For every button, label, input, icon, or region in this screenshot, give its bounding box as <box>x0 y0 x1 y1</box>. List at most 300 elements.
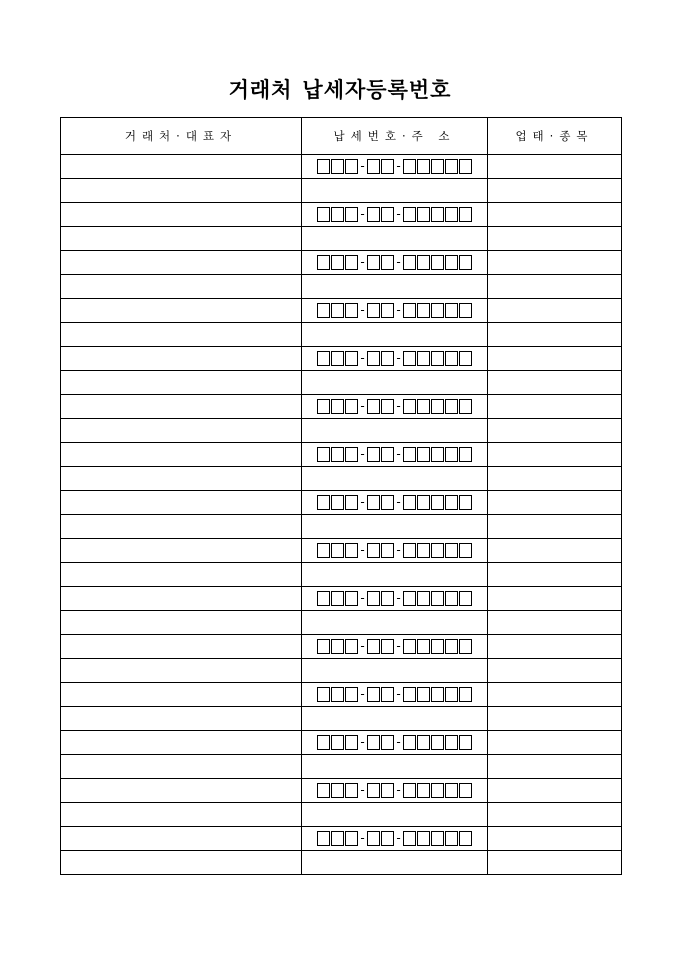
bizno-boxes <box>302 540 487 562</box>
digit-box[interactable] <box>381 399 394 414</box>
digit-box[interactable] <box>417 399 430 414</box>
digit-box[interactable] <box>331 399 344 414</box>
digit-box[interactable] <box>317 399 330 414</box>
digit-box[interactable] <box>381 735 394 750</box>
bizno-separator: - <box>360 543 365 557</box>
digit-box[interactable] <box>317 495 330 510</box>
digit-box[interactable] <box>445 447 458 462</box>
business-type-cell[interactable] <box>488 443 622 467</box>
client-name-cell[interactable] <box>61 155 302 179</box>
bizno-separator: - <box>396 543 401 557</box>
digit-box[interactable] <box>345 543 358 558</box>
bizno-boxes <box>302 348 487 370</box>
business-type-cell[interactable] <box>488 635 622 659</box>
bizno-separator: - <box>396 735 401 749</box>
digit-box[interactable] <box>345 303 358 318</box>
digit-box[interactable] <box>381 831 394 846</box>
representative-cell[interactable] <box>61 227 302 251</box>
business-type-cell[interactable] <box>488 683 622 707</box>
business-item-cell[interactable] <box>488 611 622 635</box>
bizno-cell[interactable] <box>302 779 488 803</box>
address-cell[interactable] <box>302 419 488 443</box>
digit-box[interactable] <box>431 783 444 798</box>
bizno-cell[interactable] <box>302 443 488 467</box>
digit-box[interactable] <box>331 591 344 606</box>
bizno-cell[interactable] <box>302 203 488 227</box>
digit-box[interactable] <box>459 783 472 798</box>
digit-box[interactable] <box>445 351 458 366</box>
digit-box[interactable] <box>345 159 358 174</box>
digit-box[interactable] <box>367 735 380 750</box>
digit-box[interactable] <box>381 255 394 270</box>
business-item-cell[interactable] <box>488 515 622 539</box>
entry-row-address <box>61 323 622 347</box>
bizno-separator: - <box>360 303 365 317</box>
entry-row-bizno <box>61 251 622 275</box>
business-item-cell[interactable] <box>488 275 622 299</box>
digit-box[interactable] <box>459 159 472 174</box>
digit-box[interactable] <box>417 351 430 366</box>
representative-cell[interactable] <box>61 611 302 635</box>
digit-box[interactable] <box>317 303 330 318</box>
digit-box[interactable] <box>367 783 380 798</box>
digit-box[interactable] <box>317 639 330 654</box>
digit-box[interactable] <box>345 783 358 798</box>
entry-row-bizno <box>61 155 622 179</box>
business-item-cell[interactable] <box>488 179 622 203</box>
bizno-separator: - <box>360 783 365 797</box>
business-item-cell[interactable] <box>488 419 622 443</box>
bizno-separator: - <box>396 831 401 845</box>
bizno-separator: - <box>360 639 365 653</box>
address-cell[interactable] <box>302 515 488 539</box>
address-cell[interactable] <box>302 275 488 299</box>
digit-box[interactable] <box>431 591 444 606</box>
digit-box[interactable] <box>317 687 330 702</box>
entry-row-address <box>61 611 622 635</box>
bizno-boxes <box>302 396 487 418</box>
digit-box[interactable] <box>445 735 458 750</box>
client-name-cell[interactable] <box>61 587 302 611</box>
digit-box[interactable] <box>459 207 472 222</box>
entry-row-address <box>61 227 622 251</box>
business-type-cell[interactable] <box>488 203 622 227</box>
entry-row-address <box>61 563 622 587</box>
business-type-cell[interactable] <box>488 731 622 755</box>
digit-box[interactable] <box>431 351 444 366</box>
client-name-cell[interactable] <box>61 395 302 419</box>
address-cell[interactable] <box>302 179 488 203</box>
entry-row-bizno <box>61 347 622 371</box>
digit-box[interactable] <box>345 447 358 462</box>
entry-row-address <box>61 467 622 491</box>
digit-box[interactable] <box>317 351 330 366</box>
digit-box[interactable] <box>367 591 380 606</box>
representative-cell[interactable] <box>61 851 302 875</box>
address-cell[interactable] <box>302 467 488 491</box>
digit-box[interactable] <box>417 543 430 558</box>
client-name-cell[interactable] <box>61 299 302 323</box>
digit-box[interactable] <box>381 591 394 606</box>
business-item-cell[interactable] <box>488 563 622 587</box>
digit-box[interactable] <box>431 255 444 270</box>
bizno-separator: - <box>396 495 401 509</box>
bizno-separator: - <box>396 399 401 413</box>
representative-cell[interactable] <box>61 467 302 491</box>
bizno-boxes <box>302 492 487 514</box>
digit-box[interactable] <box>459 831 472 846</box>
business-item-cell[interactable] <box>488 323 622 347</box>
entry-row-bizno <box>61 203 622 227</box>
digit-box[interactable] <box>459 255 472 270</box>
digit-box[interactable] <box>317 591 330 606</box>
client-name-cell[interactable] <box>61 827 302 851</box>
bizno-separator: - <box>360 255 365 269</box>
digit-box[interactable] <box>345 831 358 846</box>
digit-box[interactable] <box>459 543 472 558</box>
address-cell[interactable] <box>302 611 488 635</box>
header-taxno-address: 납세번호·주 소 <box>302 118 488 155</box>
entry-row-bizno <box>61 779 622 803</box>
digit-box[interactable] <box>331 735 344 750</box>
digit-box[interactable] <box>417 495 430 510</box>
digit-box[interactable] <box>331 159 344 174</box>
bizno-separator: - <box>360 831 365 845</box>
digit-box[interactable] <box>367 399 380 414</box>
digit-box[interactable] <box>345 687 358 702</box>
digit-box[interactable] <box>459 495 472 510</box>
business-type-cell[interactable] <box>488 587 622 611</box>
digit-box[interactable] <box>331 687 344 702</box>
bizno-separator: - <box>396 687 401 701</box>
digit-box[interactable] <box>381 639 394 654</box>
digit-box[interactable] <box>331 255 344 270</box>
digit-box[interactable] <box>381 783 394 798</box>
client-name-cell[interactable] <box>61 683 302 707</box>
bizno-separator: - <box>396 159 401 173</box>
digit-box[interactable] <box>381 687 394 702</box>
address-cell[interactable] <box>302 803 488 827</box>
digit-box[interactable] <box>417 687 430 702</box>
business-type-cell[interactable] <box>488 491 622 515</box>
entry-row-bizno <box>61 395 622 419</box>
digit-box[interactable] <box>417 639 430 654</box>
representative-cell[interactable] <box>61 659 302 683</box>
entry-row-bizno <box>61 683 622 707</box>
client-name-cell[interactable] <box>61 347 302 371</box>
digit-box[interactable] <box>431 831 444 846</box>
digit-box[interactable] <box>345 255 358 270</box>
digit-box[interactable] <box>445 639 458 654</box>
digit-box[interactable] <box>417 159 430 174</box>
entry-row-address <box>61 707 622 731</box>
digit-box[interactable] <box>445 255 458 270</box>
digit-box[interactable] <box>403 447 416 462</box>
digit-box[interactable] <box>403 639 416 654</box>
address-cell[interactable] <box>302 563 488 587</box>
digit-box[interactable] <box>431 735 444 750</box>
digit-box[interactable] <box>403 303 416 318</box>
digit-box[interactable] <box>367 303 380 318</box>
digit-box[interactable] <box>331 639 344 654</box>
bizno-cell[interactable] <box>302 635 488 659</box>
client-name-cell[interactable] <box>61 779 302 803</box>
business-item-cell[interactable] <box>488 659 622 683</box>
digit-box[interactable] <box>345 207 358 222</box>
digit-box[interactable] <box>367 255 380 270</box>
digit-box[interactable] <box>317 255 330 270</box>
business-item-cell[interactable] <box>488 755 622 779</box>
digit-box[interactable] <box>345 735 358 750</box>
business-type-cell[interactable] <box>488 779 622 803</box>
bizno-cell[interactable] <box>302 827 488 851</box>
business-item-cell[interactable] <box>488 467 622 491</box>
representative-cell[interactable] <box>61 707 302 731</box>
address-cell[interactable] <box>302 323 488 347</box>
bizno-cell[interactable] <box>302 395 488 419</box>
digit-box[interactable] <box>445 543 458 558</box>
representative-cell[interactable] <box>61 371 302 395</box>
representative-cell[interactable] <box>61 755 302 779</box>
digit-box[interactable] <box>345 591 358 606</box>
digit-box[interactable] <box>431 159 444 174</box>
digit-box[interactable] <box>445 159 458 174</box>
bizno-separator: - <box>396 255 401 269</box>
digit-box[interactable] <box>417 783 430 798</box>
digit-box[interactable] <box>459 639 472 654</box>
address-cell[interactable] <box>302 659 488 683</box>
digit-box[interactable] <box>403 495 416 510</box>
digit-box[interactable] <box>403 543 416 558</box>
representative-cell[interactable] <box>61 515 302 539</box>
digit-box[interactable] <box>445 831 458 846</box>
digit-box[interactable] <box>459 399 472 414</box>
representative-cell[interactable] <box>61 419 302 443</box>
bizno-separator: - <box>396 591 401 605</box>
digit-box[interactable] <box>345 399 358 414</box>
bizno-cell[interactable] <box>302 155 488 179</box>
client-name-cell[interactable] <box>61 203 302 227</box>
digit-box[interactable] <box>331 303 344 318</box>
client-name-cell[interactable] <box>61 443 302 467</box>
business-type-cell[interactable] <box>488 347 622 371</box>
address-cell[interactable] <box>302 707 488 731</box>
digit-box[interactable] <box>445 207 458 222</box>
digit-box[interactable] <box>431 303 444 318</box>
digit-box[interactable] <box>331 495 344 510</box>
digit-box[interactable] <box>381 495 394 510</box>
digit-box[interactable] <box>417 303 430 318</box>
bizno-boxes <box>302 300 487 322</box>
digit-box[interactable] <box>403 399 416 414</box>
bizno-boxes <box>302 780 487 802</box>
digit-box[interactable] <box>459 591 472 606</box>
digit-box[interactable] <box>367 207 380 222</box>
digit-box[interactable] <box>403 783 416 798</box>
bizno-cell[interactable] <box>302 731 488 755</box>
digit-box[interactable] <box>403 831 416 846</box>
bizno-cell[interactable] <box>302 299 488 323</box>
business-item-cell[interactable] <box>488 803 622 827</box>
ledger-body <box>61 155 622 875</box>
address-cell[interactable] <box>302 371 488 395</box>
digit-box[interactable] <box>445 303 458 318</box>
business-item-cell[interactable] <box>488 707 622 731</box>
bizno-separator: - <box>360 207 365 221</box>
client-name-cell[interactable] <box>61 491 302 515</box>
digit-box[interactable] <box>367 543 380 558</box>
digit-box[interactable] <box>417 591 430 606</box>
business-type-cell[interactable] <box>488 155 622 179</box>
digit-box[interactable] <box>317 447 330 462</box>
entry-row-bizno <box>61 827 622 851</box>
digit-box[interactable] <box>431 207 444 222</box>
digit-box[interactable] <box>417 207 430 222</box>
digit-box[interactable] <box>445 783 458 798</box>
entry-row-bizno <box>61 299 622 323</box>
bizno-cell[interactable] <box>302 491 488 515</box>
digit-box[interactable] <box>381 303 394 318</box>
digit-box[interactable] <box>317 207 330 222</box>
digit-box[interactable] <box>381 159 394 174</box>
digit-box[interactable] <box>381 207 394 222</box>
digit-box[interactable] <box>381 543 394 558</box>
client-name-cell[interactable] <box>61 635 302 659</box>
digit-box[interactable] <box>345 351 358 366</box>
digit-box[interactable] <box>403 591 416 606</box>
digit-box[interactable] <box>431 495 444 510</box>
bizno-boxes <box>302 156 487 178</box>
representative-cell[interactable] <box>61 323 302 347</box>
digit-box[interactable] <box>367 447 380 462</box>
header-row <box>61 118 622 155</box>
digit-box[interactable] <box>317 543 330 558</box>
digit-box[interactable] <box>459 447 472 462</box>
representative-cell[interactable] <box>61 803 302 827</box>
bizno-cell[interactable] <box>302 587 488 611</box>
business-item-cell[interactable] <box>488 851 622 875</box>
digit-box[interactable] <box>417 255 430 270</box>
bizno-boxes <box>302 204 487 226</box>
digit-box[interactable] <box>381 351 394 366</box>
entry-row-address <box>61 179 622 203</box>
digit-box[interactable] <box>331 543 344 558</box>
bizno-boxes <box>302 252 487 274</box>
representative-cell[interactable] <box>61 275 302 299</box>
bizno-separator: - <box>360 159 365 173</box>
digit-box[interactable] <box>381 447 394 462</box>
digit-box[interactable] <box>317 159 330 174</box>
digit-box[interactable] <box>403 351 416 366</box>
digit-box[interactable] <box>431 687 444 702</box>
digit-box[interactable] <box>403 159 416 174</box>
bizno-separator: - <box>396 447 401 461</box>
client-name-cell[interactable] <box>61 539 302 563</box>
digit-box[interactable] <box>403 687 416 702</box>
entry-row-address <box>61 371 622 395</box>
business-type-cell[interactable] <box>488 251 622 275</box>
entry-row-bizno <box>61 491 622 515</box>
digit-box[interactable] <box>403 255 416 270</box>
digit-box[interactable] <box>331 447 344 462</box>
client-name-cell[interactable] <box>61 251 302 275</box>
digit-box[interactable] <box>431 639 444 654</box>
digit-box[interactable] <box>431 447 444 462</box>
digit-box[interactable] <box>431 399 444 414</box>
digit-box[interactable] <box>367 831 380 846</box>
business-type-cell[interactable] <box>488 395 622 419</box>
digit-box[interactable] <box>417 447 430 462</box>
digit-box[interactable] <box>317 831 330 846</box>
business-item-cell[interactable] <box>488 371 622 395</box>
address-cell[interactable] <box>302 851 488 875</box>
digit-box[interactable] <box>403 207 416 222</box>
bizno-cell[interactable] <box>302 251 488 275</box>
bizno-cell[interactable] <box>302 683 488 707</box>
digit-box[interactable] <box>331 783 344 798</box>
address-cell[interactable] <box>302 227 488 251</box>
entry-row-address <box>61 515 622 539</box>
digit-box[interactable] <box>331 831 344 846</box>
client-name-cell[interactable] <box>61 731 302 755</box>
digit-box[interactable] <box>331 351 344 366</box>
business-item-cell[interactable] <box>488 227 622 251</box>
entry-row-bizno <box>61 539 622 563</box>
bizno-cell[interactable] <box>302 347 488 371</box>
digit-box[interactable] <box>367 639 380 654</box>
bizno-separator: - <box>396 303 401 317</box>
address-cell[interactable] <box>302 755 488 779</box>
bizno-cell[interactable] <box>302 539 488 563</box>
digit-box[interactable] <box>345 639 358 654</box>
digit-box[interactable] <box>445 591 458 606</box>
bizno-boxes <box>302 444 487 466</box>
digit-box[interactable] <box>459 735 472 750</box>
digit-box[interactable] <box>459 351 472 366</box>
digit-box[interactable] <box>317 735 330 750</box>
bizno-boxes <box>302 636 487 658</box>
digit-box[interactable] <box>459 687 472 702</box>
business-type-cell[interactable] <box>488 299 622 323</box>
digit-box[interactable] <box>317 783 330 798</box>
digit-box[interactable] <box>367 687 380 702</box>
bizno-boxes <box>302 732 487 754</box>
digit-box[interactable] <box>367 495 380 510</box>
bizno-separator: - <box>396 207 401 221</box>
entry-row-address <box>61 851 622 875</box>
representative-cell[interactable] <box>61 179 302 203</box>
business-type-cell[interactable] <box>488 827 622 851</box>
business-type-cell[interactable] <box>488 539 622 563</box>
digit-box[interactable] <box>345 495 358 510</box>
digit-box[interactable] <box>445 399 458 414</box>
bizno-separator: - <box>360 447 365 461</box>
page-title <box>0 76 680 104</box>
header-client-representative: 거래처·대표자 <box>61 118 302 155</box>
digit-box[interactable] <box>367 351 380 366</box>
digit-box[interactable] <box>367 159 380 174</box>
digit-box[interactable] <box>431 543 444 558</box>
representative-cell[interactable] <box>61 563 302 587</box>
digit-box[interactable] <box>403 735 416 750</box>
digit-box[interactable] <box>417 831 430 846</box>
digit-box[interactable] <box>417 735 430 750</box>
digit-box[interactable] <box>331 207 344 222</box>
digit-box[interactable] <box>445 495 458 510</box>
digit-box[interactable] <box>445 687 458 702</box>
bizno-separator: - <box>396 351 401 365</box>
digit-box[interactable] <box>459 303 472 318</box>
